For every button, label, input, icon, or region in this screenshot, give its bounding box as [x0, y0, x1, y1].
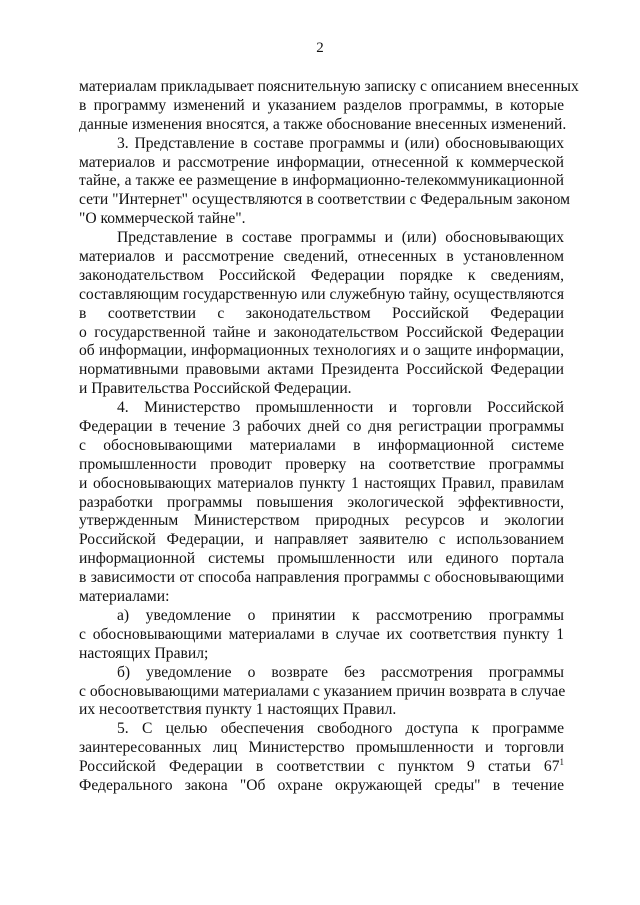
text-line: "О коммерческой тайне".: [79, 210, 246, 228]
text-line: б) уведомление о возврате без рассмотрения программы: [117, 663, 564, 681]
text-line: сети "Интернет" осуществляются в соответствии с Федеральным законом: [79, 191, 570, 209]
text-line: с обосновывающими материалами в случае их соответствия пункту 1: [79, 625, 564, 643]
text-line: составляющим государственную или служебную тайну, осуществляются: [79, 285, 565, 303]
text-line: разработки программы повышения экологической эффективности,: [79, 493, 564, 511]
text-line: утвержденным Министерством природных ресурсов и экологии: [79, 512, 564, 530]
text-line: данные изменения вносятся, а также обоснование внесенных изменений.: [79, 115, 567, 133]
text-line: и обосновывающих материалов пункту 1 настоящих Правил, правилам: [79, 474, 564, 492]
page-number: 2: [316, 40, 324, 56]
text-line: в зависимости от способа направления программы с обосновывающими: [79, 569, 564, 587]
text-line: а) уведомление о принятии к рассмотрению программы: [117, 606, 564, 624]
text-line: промышленности проводит проверку на соответствие программы: [79, 455, 564, 473]
text-line: Федерации в течение 3 рабочих дней со дня регистрации программы: [79, 418, 564, 436]
text-line: об информации, информационных технологиях и о защите информации,: [79, 342, 564, 360]
text-fragment: Российской Федерации в соответствии с пунктом 9 статьи 67: [79, 758, 560, 776]
text-line: 4. Министерство промышленности и торговли Российской: [117, 399, 564, 417]
text-line: Представление в составе программы и (или) обосновывающих: [117, 229, 564, 247]
text-line: нормативными правовыми актами Президента Российской Федерации: [79, 361, 564, 379]
text-line: с обосновывающими материалами с указанием причин возврата в случае: [79, 682, 566, 700]
text-line: с обосновывающими материалами в информационной системе: [79, 436, 564, 454]
text-line: Российской Федерации, и направляет заявителю с использованием: [79, 531, 564, 549]
text-line: Федерального закона "Об охране окружающей среды" в течение: [79, 776, 564, 794]
text-line-with-superscript: [79, 758, 564, 777]
text-line: заинтересованных лиц Министерство промышленности и торговли: [79, 739, 564, 757]
text-line: материалами:: [79, 588, 170, 606]
text-line: тайне, а также ее размещение в информационно-телекоммуникационной: [79, 172, 564, 190]
text-line: в программу изменений и указанием разделов программы, в которые: [79, 96, 564, 114]
text-line: 3. Представление в составе программы и (или) обосновывающих: [117, 134, 564, 152]
text-line: их несоответствия пункту 1 настоящих Правил.: [79, 701, 397, 719]
text-line: материалов и рассмотрение сведений, отнесенных в установленном: [79, 248, 564, 266]
text-line: материалов и рассмотрение информации, отнесенной к коммерческой: [79, 153, 564, 171]
text-line: 5. С целью обеспечения свободного доступа к программе: [117, 720, 564, 738]
text-line: о государственной тайне и законодательством Российской Федерации: [79, 323, 564, 341]
text-line: в соответствии с законодательством Российской Федерации: [79, 304, 564, 322]
text-line: информационной системы промышленности или единого портала: [79, 550, 564, 568]
text-line: материалам прикладывает пояснительную записку с описанием внесенных: [79, 78, 579, 95]
document-body: [79, 78, 579, 796]
text-line: настоящих Правил;: [79, 644, 209, 662]
text-line: и Правительства Российской Федерации.: [79, 380, 352, 398]
text-line: законодательством Российской Федерации порядке к сведениям,: [79, 266, 564, 284]
superscript: 1: [559, 756, 564, 767]
